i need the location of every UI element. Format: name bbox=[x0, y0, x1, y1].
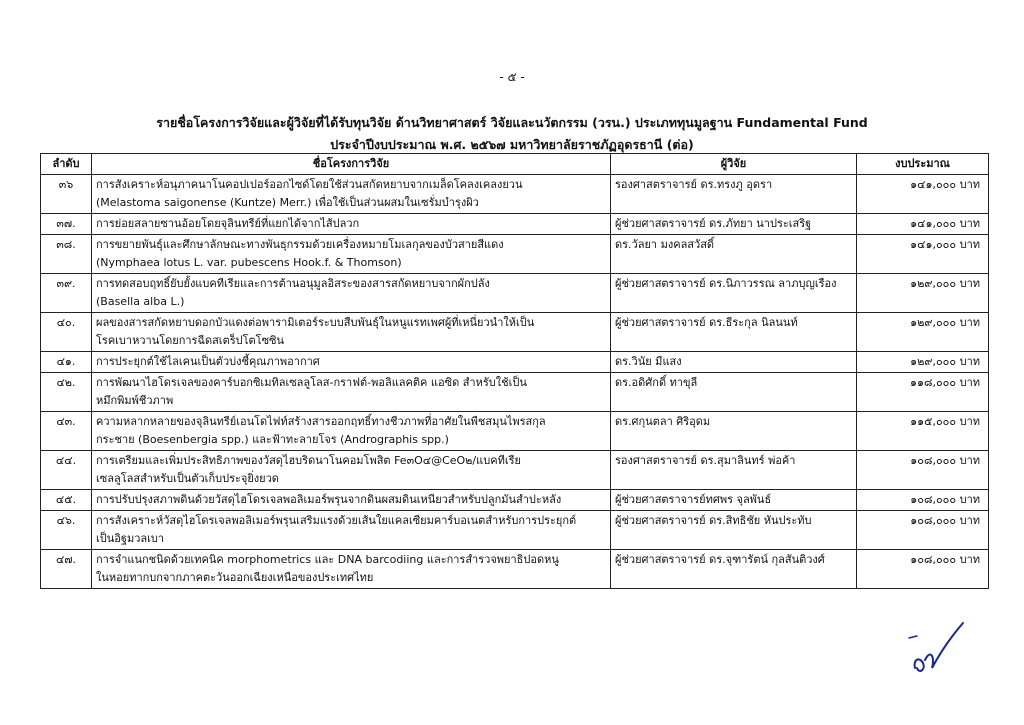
project-title-line: ความหลากหลายของจุลินทรีย์เอนโดไฟท์สร้างสารออกฤทธิ์ทางชีวภาพที่อาศัยในพืชสมุนไพรสกุล bbox=[96, 415, 546, 428]
project-title bbox=[92, 313, 611, 352]
project-title bbox=[92, 175, 611, 214]
table-row bbox=[41, 550, 989, 589]
row-number: ๔๓. bbox=[41, 412, 92, 451]
research-projects-table bbox=[40, 153, 989, 589]
project-title-line: (Nymphaea lotus L. var. pubescens Hook.f. & Thomson) bbox=[96, 256, 402, 269]
table-body bbox=[41, 175, 989, 589]
row-number: ๓๗. bbox=[41, 214, 92, 235]
project-title-line: (Basella alba L.) bbox=[96, 295, 185, 308]
researcher-name: รองศาสตราจารย์ ดร.สุมาลินทร์ พ่อค้า bbox=[611, 451, 857, 490]
researcher-name: ดร.วินัย มีแสง bbox=[611, 352, 857, 373]
project-title bbox=[92, 451, 611, 490]
document-title: รายชื่อโครงการวิจัยและผู้วิจัยที่ได้รับทุนวิจัย ด้านวิทยาศาสตร์ วิจัยและนวัตกรรม (วรน.) ประเภททุนมูลฐาน Fundamental Fund bbox=[156, 115, 868, 130]
table-row bbox=[41, 274, 989, 313]
table-row bbox=[41, 175, 989, 214]
project-title bbox=[92, 235, 611, 274]
project-title-line: การเตรียมและเพิ่มประสิทธิภาพของวัสดุไฮบริดนาโนคอมโพสิต Fe๓O๔@CeO๒/แบคทีเรีย bbox=[96, 454, 521, 467]
project-title-line: ในหอยทากบกจากภาคตะวันออกเฉียงเหนือของประเทศไทย bbox=[96, 571, 374, 584]
researcher-name: ดร.วัลยา มงคลสวัสดิ์ bbox=[611, 235, 857, 274]
project-title-line: โรคเบาหวานโดยการฉีดสเตร็ปโตโซซิน bbox=[96, 334, 285, 347]
budget-amount: ๑๐๘,๐๐๐ บาท bbox=[857, 490, 989, 511]
budget-amount: ๑๒๙,๐๐๐ บาท bbox=[857, 313, 989, 352]
table-row bbox=[41, 214, 989, 235]
row-number: ๔๖. bbox=[41, 511, 92, 550]
project-title-line: การย่อยสลายซานอ้อยโดยจุลินทรีย์ที่แยกได้จากไส้ปลวก bbox=[96, 217, 360, 230]
budget-amount: ๑๒๙,๐๐๐ บาท bbox=[857, 274, 989, 313]
researcher-name: ผู้ช่วยศาสตราจารย์ ดร.ธีระกุล นิลนนท์ bbox=[611, 313, 857, 352]
column-header-project-title: ชื่อโครงการวิจัย bbox=[92, 154, 611, 175]
row-number: ๓๖ bbox=[41, 175, 92, 214]
project-title-line: ผลของสารสกัดหยาบดอกบัวแดงต่อพารามิเตอร์ระบบสืบพันธุ์ในหนูแรทเพศผู้ที่เหนี่ยวนำให้เป็น bbox=[96, 316, 535, 329]
row-number: ๔๑. bbox=[41, 352, 92, 373]
document-subtitle: ประจำปีงบประมาณ พ.ศ. ๒๕๖๗ มหาวิทยาลัยราชภัฏอุดรธานี (ต่อ) bbox=[330, 137, 694, 152]
project-title bbox=[92, 550, 611, 589]
column-header-number: ลำดับ bbox=[41, 154, 92, 175]
table-header-row bbox=[41, 154, 989, 175]
project-title-line: (Melastoma saigonense (Kuntze) Merr.) เพื่อใช้เป็นส่วนผสมในเซรั่มบำรุงผิว bbox=[96, 196, 479, 209]
project-title-line: การจำแนกชนิดด้วยเทคนิค morphometrics และ DNA barcodiing และการสำรวจพยาธิปอดหนู bbox=[96, 553, 559, 566]
project-title-line: กระชาย (Boesenbergia spp.) และฟ้าทะลายโจร (Andrographis spp.) bbox=[96, 433, 449, 446]
budget-amount: ๑๔๑,๐๐๐ บาท bbox=[857, 235, 989, 274]
table-row bbox=[41, 490, 989, 511]
researcher-name: ผู้ช่วยศาสตราจารย์ ดร.สิทธิชัย หันประทับ bbox=[611, 511, 857, 550]
row-number: ๔๕. bbox=[41, 490, 92, 511]
project-title bbox=[92, 274, 611, 313]
project-title-line: การขยายพันธุ์และศึกษาลักษณะทางพันธุกรรมด้วยเครื่องหมายโมเลกุลของบัวสายสีแดง bbox=[96, 238, 504, 251]
table-row bbox=[41, 451, 989, 490]
budget-amount: ๑๐๘,๐๐๐ บาท bbox=[857, 550, 989, 589]
project-title bbox=[92, 490, 611, 511]
row-number: ๔๒. bbox=[41, 373, 92, 412]
table-row bbox=[41, 235, 989, 274]
project-title-line: หมึกพิมพ์ชีวภาพ bbox=[96, 394, 174, 407]
researcher-name: ผู้ช่วยศาสตราจารย์ ดร.จุฑารัตน์ กุลสันติวงศ์ bbox=[611, 550, 857, 589]
researcher-name: ดร.อดิศักดิ์ ทาขุลี bbox=[611, 373, 857, 412]
table-row bbox=[41, 373, 989, 412]
row-number: ๓๘. bbox=[41, 235, 92, 274]
project-title-line: การประยุกต์ใช้ไลเคนเป็นตัวบ่งชี้คุณภาพอากาศ bbox=[96, 355, 320, 368]
column-header-budget: งบประมาณ bbox=[857, 154, 989, 175]
budget-amount: ๑๔๑,๐๐๐ บาท bbox=[857, 214, 989, 235]
table-row bbox=[41, 352, 989, 373]
row-number: ๔๐. bbox=[41, 313, 92, 352]
project-title-line: การปรับปรุงสภาพดินด้วยวัสดุไฮโดรเจลพอลิเมอร์พรุนจากดินผสมดินเหนียวสำหรับปลูกมันสำปะหลัง bbox=[96, 493, 562, 506]
table-row bbox=[41, 313, 989, 352]
project-title-line: เป็นอิฐมวลเบา bbox=[96, 532, 165, 545]
signature-icon bbox=[905, 608, 975, 678]
budget-amount: ๑๔๑,๐๐๐ บาท bbox=[857, 175, 989, 214]
budget-amount: ๑๑๘,๐๐๐ บาท bbox=[857, 373, 989, 412]
researcher-name: รองศาสตราจารย์ ดร.ทรงภู อุดรา bbox=[611, 175, 857, 214]
researcher-name: ดร.ศกุนตลา ศิริอุดม bbox=[611, 412, 857, 451]
project-title-line: การสังเคราะห์วัสดุไฮโดรเจลพอลิเมอร์พรุนเสริมแรงด้วยเส้นใยแคลเซียมคาร์บอเนตสำหรับการประยุกต์ bbox=[96, 514, 577, 527]
project-title bbox=[92, 352, 611, 373]
table-row bbox=[41, 412, 989, 451]
budget-amount: ๑๐๘,๐๐๐ บาท bbox=[857, 451, 989, 490]
researcher-name: ผู้ช่วยศาสตราจารย์ ดร.นิภาวรรณ ลาภบุญเรือง bbox=[611, 274, 857, 313]
project-title bbox=[92, 373, 611, 412]
page-number: - ๕ - bbox=[499, 70, 525, 84]
project-title bbox=[92, 412, 611, 451]
row-number: ๔๔. bbox=[41, 451, 92, 490]
researcher-name: ผู้ช่วยศาสตราจารย์ ดร.ภัทยา นาประเสริฐ bbox=[611, 214, 857, 235]
column-header-researcher: ผู้วิจัย bbox=[611, 154, 857, 175]
project-title bbox=[92, 214, 611, 235]
budget-amount: ๑๑๕,๐๐๐ บาท bbox=[857, 412, 989, 451]
budget-amount: ๑๐๘,๐๐๐ บาท bbox=[857, 511, 989, 550]
project-title-line: เซลลูโลสสำหรับเป็นตัวเก็บประจุยิ่งยวด bbox=[96, 472, 279, 485]
project-title-line: การสังเคราะห์อนุภาคนาโนคอปเปอร์ออกไซด์โดยใช้ส่วนสกัดหยาบจากเมล็ดโคลงเคลงยวน bbox=[96, 178, 523, 191]
project-title bbox=[92, 511, 611, 550]
row-number: ๔๗. bbox=[41, 550, 92, 589]
table-row bbox=[41, 511, 989, 550]
project-title-line: การพัฒนาไฮโดรเจลของคาร์บอกซิเมทิลเซลลูโลส-กราฟต์-พอลิแลคติค แอซิด สำหรับใช้เป็น bbox=[96, 376, 527, 389]
budget-amount: ๑๒๙,๐๐๐ บาท bbox=[857, 352, 989, 373]
researcher-name: ผู้ช่วยศาสตราจารย์ทศพร จุลพันธ์ bbox=[611, 490, 857, 511]
row-number: ๓๙. bbox=[41, 274, 92, 313]
project-title-line: การทดสอบฤทธิ์ยับยั้งแบคทีเรียและการต้านอนุมูลอิสระของสารสกัดหยาบจากผักปลัง bbox=[96, 277, 490, 290]
